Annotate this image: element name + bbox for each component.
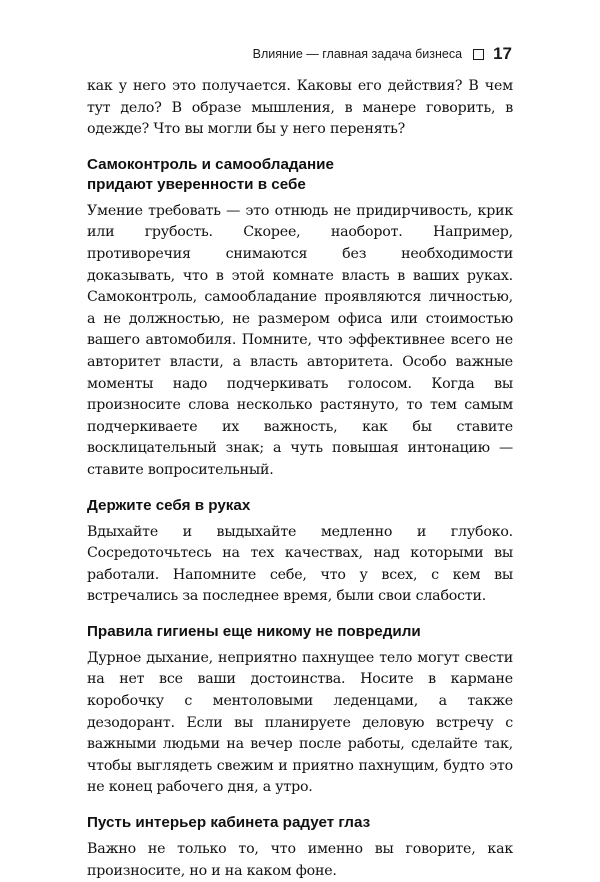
page-body [87,76,513,882]
paragraph-interior: Важно не только то, что именно вы говорите, как произносите, но и на каком фоне. [87,841,513,879]
heading-line: Самоконтроль и самообладание [87,155,334,173]
running-title: Влияние — главная задача бизнеса [252,47,463,61]
paragraph-hygiene: Дурное дыхание, неприятно пахнущее тело могут свести на нет все ваши достоинства. Носите в кармане коробочку с ментоловыми леденцами, а также дезодорант. Если вы планируете деловую встречу с важными людьми на вечер после работы, сделайте так, чтобы выглядеть свежим и приятно пахнущим, будто это не конец рабочего дня, а утро. [87,649,513,796]
page-number: 17 [493,44,512,63]
paragraph-self-control: Умение требовать — это отнюдь не придирчивость, крик или грубость. Скорее, наоборот. Например, противоречия снимаются без необходимости доказывать, что в этой комнате власть в ваших руках. Самоконтроль, самообладание проявляются личностью, а не должностью, не размером офиса или стоимостью вашего автомобиля. Помните, что эффективнее всего не авторитет власти, а власть авторитета. Особо важные моменты надо подчеркивать голосом. Когда вы произносите слова несколько растянуто, то тем самым подчеркиваете их важность, как бы ставите восклицательный знак; а чуть повышая интонацию — ставите вопросительный. [87,202,513,478]
section-heading-keep-yourself: Держите себя в руках [87,496,251,514]
paragraph-keep-yourself: Вдыхайте и выдыхайте медленно и глубоко. Сосредоточьтесь на тех качествах, над которыми вы работали. Напомните себе, что у всех, с кем вы встречались за последнее время, были свои слабости. [87,523,513,605]
paragraph-continuation: как у него это получается. Каковы его действия? В чем тут дело? В образе мышления, в манере говорить, в одежде? Что вы могли бы у него перенять? [87,78,513,138]
running-header [253,44,512,64]
section-heading-hygiene: Правила гигиены еще никому не повредили [87,622,421,640]
section-heading-interior: Пусть интерьер кабинета радует глаз [87,814,371,832]
heading-line: придают уверенности в себе [87,175,306,193]
section-heading-self-control [87,155,513,195]
square-bullet-icon [473,49,484,60]
